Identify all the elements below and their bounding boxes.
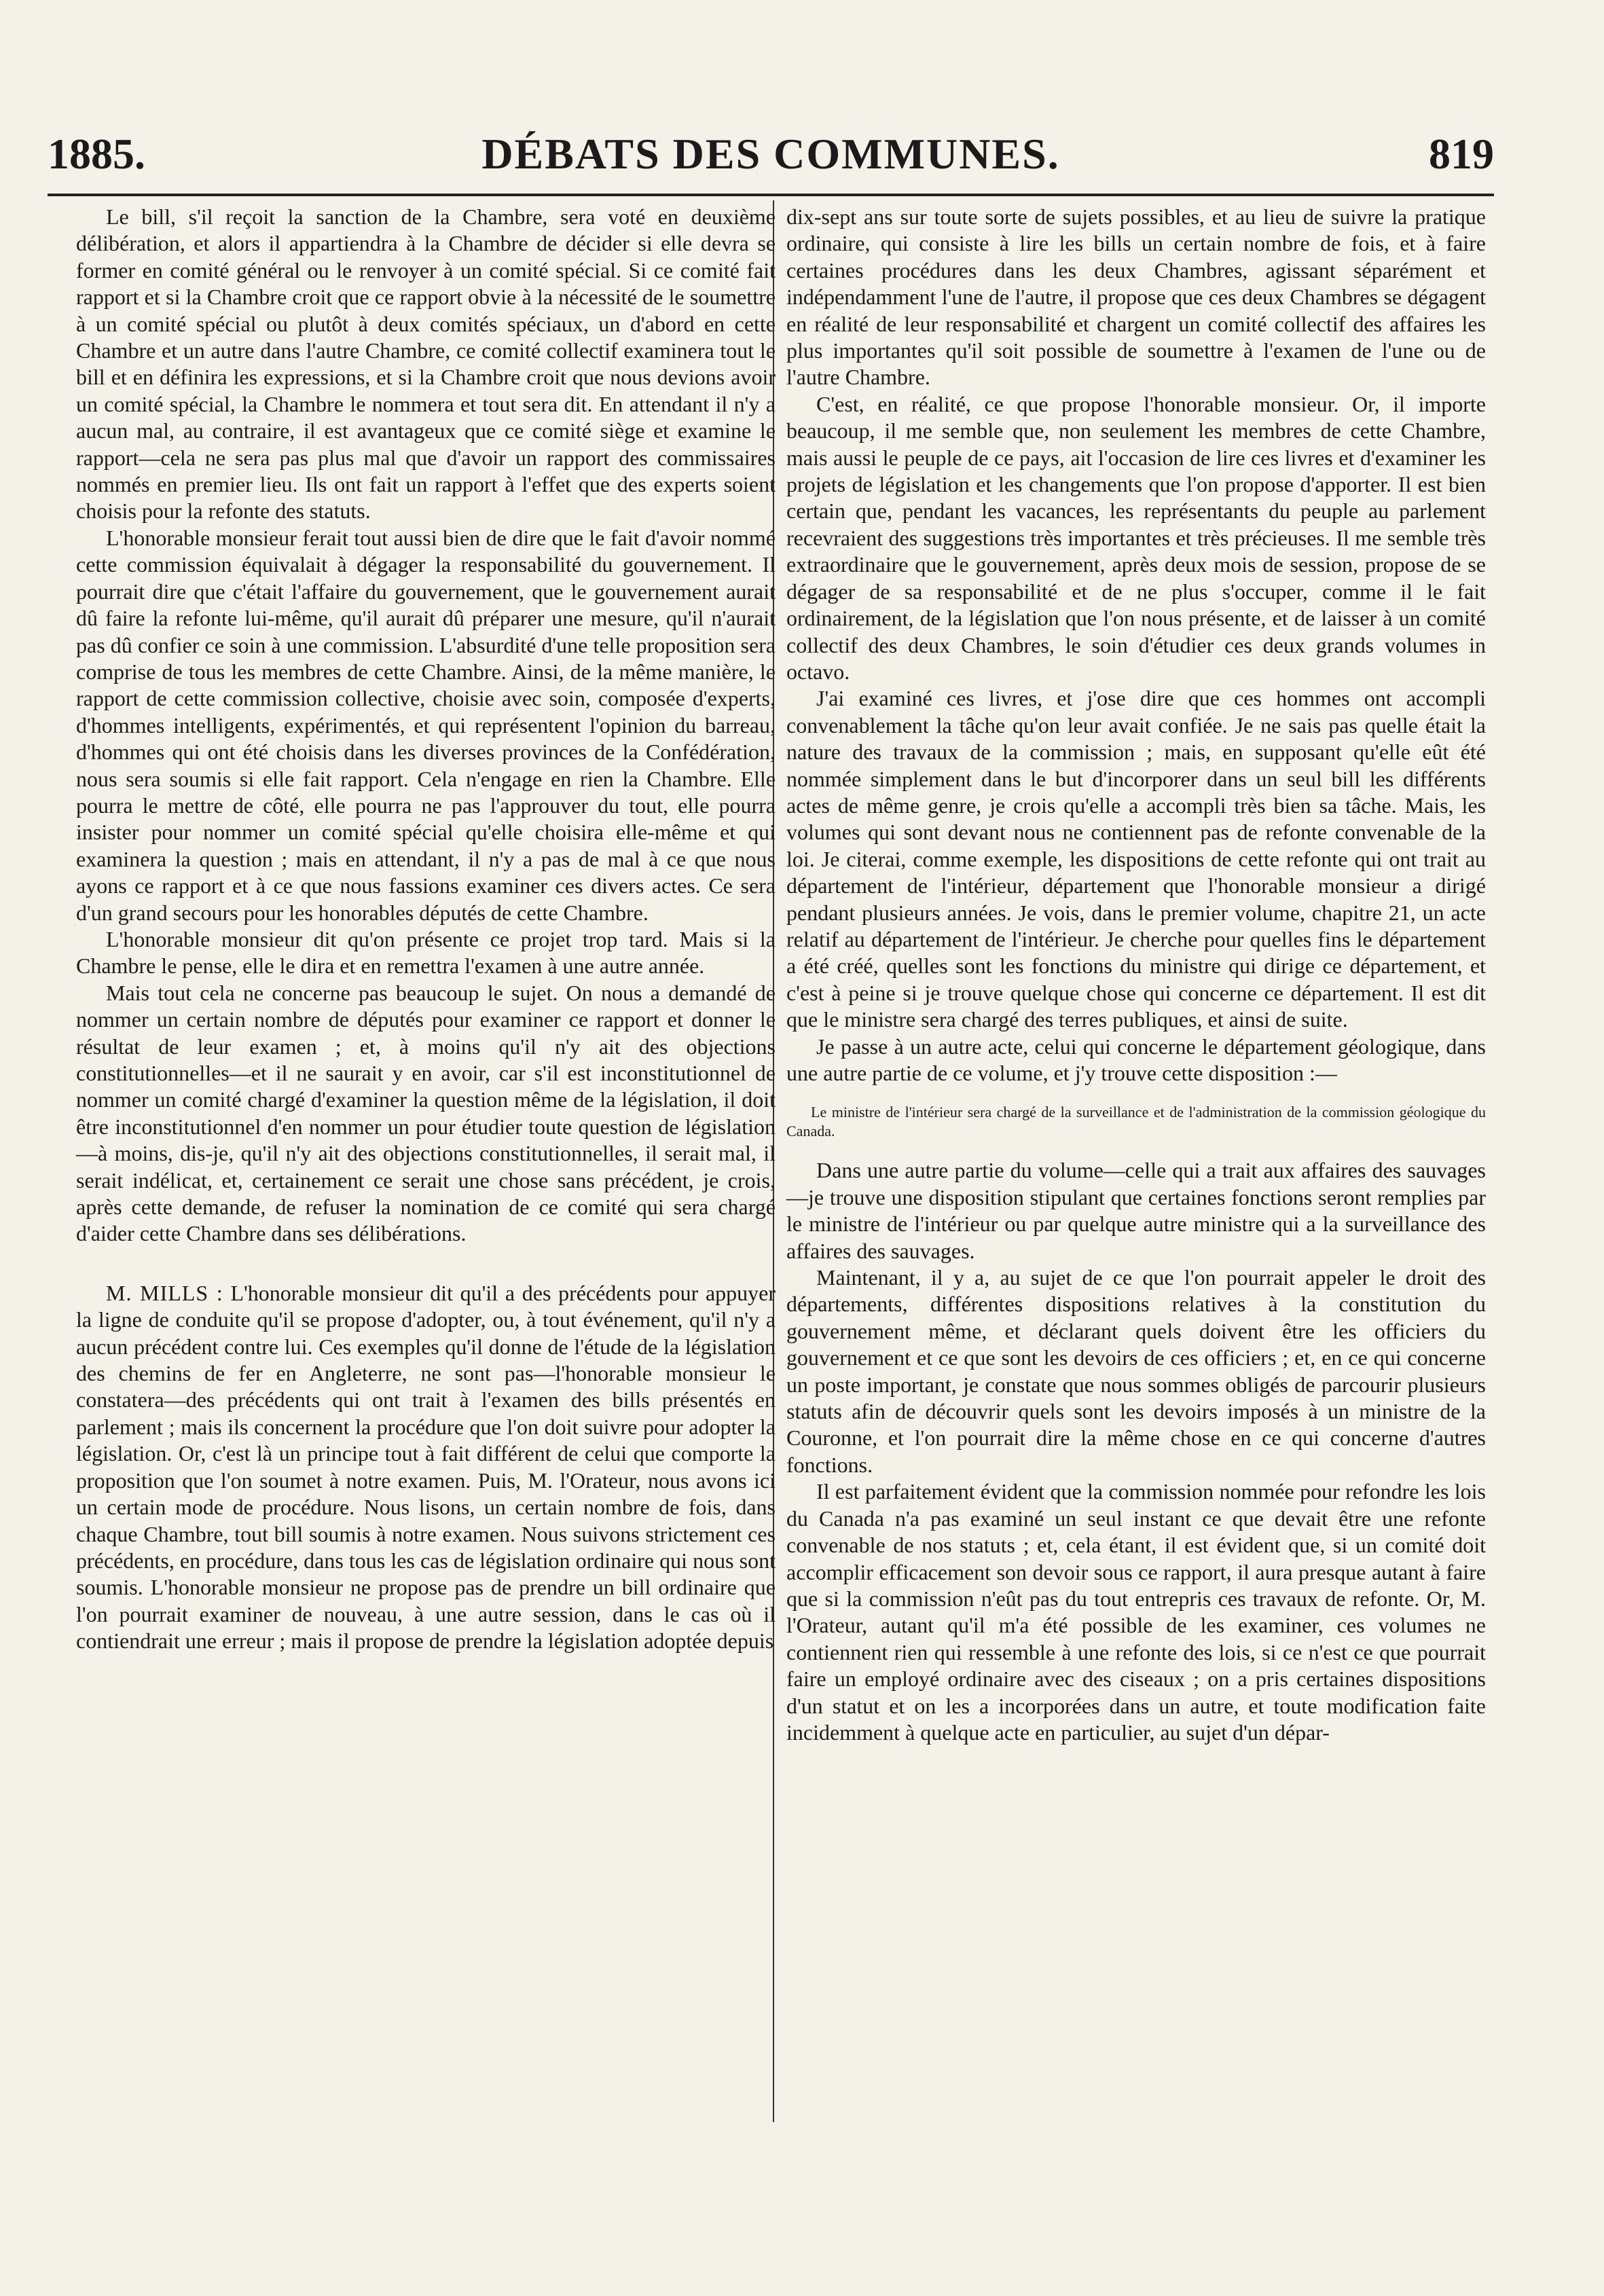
paragraph: L'honorable monsieur ferait tout aussi bien de dire que le fait d'avoir nommé cette commission équivalait à dégager la responsabilité du gouvernement. Il pourrait dire que c'était l'affaire du gouvernement, que le gouvernement aurait dû faire la refonte lui-même, qu'il aurait dû préparer une mesure, qu'il n'aurait pas dû confier ce soin à une commission. L'absurdité d'une telle proposition sera comprise de tous les membres de cette Chambre. Ainsi, de la même manière, le rapport de cette commission collective, choisie avec soin, composée d'experts, d'hommes intelligents, expérimentés, et qui représentent l'opinion du barreau, d'hommes qui ont été choisis dans les diverses provinces de la Confédération, nous sera soumis si elle fait rapport. Cela n'engage en rien la Chambre. Elle pourra le mettre de côté, elle pourra ne pas l'approuver du tout, elle pourra insister pour nommer un comité spécial qu'elle choisira elle-même et qui examinera la question ; mais en attendant, il n'y a pas de mal à ce que nous ayons ce rapport et à ce que nous fassions examiner ces divers actes. Ce sera d'un grand secours pour les honorables députés de cette Chambre. [76, 525, 776, 925]
paragraph: L'honorable monsieur dit qu'on présente ce projet trop tard. Mais si la Chambre le pense, elle le dira et en remettra l'examen à une autre année. [76, 926, 776, 979]
mills-paragraph [76, 1280, 776, 1655]
statute-quote: Le ministre de l'intérieur sera chargé de la surveillance et de l'administration de la commission géologique du Canada. [786, 1104, 1486, 1140]
paragraph: dix-sept ans sur toute sorte de sujets possibles, et au lieu de suivre la pratique ordinaire, qui consiste à lire les bills un certain nombre de fois, et à faire certaines procédures dans les deux Chambres, agissant séparément et indépendamment l'une de l'autre, il propose que ces deux Chambres se dégagent en réalité de leur responsabilité et chargent un comité collectif des affaires les plus importantes qu'il soit possible de soumettre à l'examen de l'une ou de l'autre Chambre. [786, 204, 1486, 390]
speaker-name: M. MILLS : [106, 1280, 223, 1305]
left-column [76, 204, 776, 1655]
header-rule [48, 194, 1494, 196]
paragraph: Le bill, s'il reçoit la sanction de la Chambre, sera voté en deuxième délibération, et alors il appartiendra à la Chambre de décider si elle devra se former en comité général ou le renvoyer à un comité spécial. Si ce comité fait rapport et si la Chambre croit que ce rapport obvie à la nécessité de le soumettre à un comité spécial ou plutôt à deux comités spéciaux, un d'abord en cette Chambre et un autre dans l'autre Chambre, ce comité collectif examinera tout le bill et en définira les expressions, et si la Chambre croit que nous devions avoir un comité spécial, la Chambre le nommera et tout sera dit. En attendant il n'y a aucun mal, au contraire, il est avantageux que ce comité siège et examine le rapport—cela ne sera pas plus mal que d'avoir un rapport des commissaires nommés en premier lieu. Ils ont fait un rapport à l'effet que des experts soient choisis pour la refonte des statuts. [76, 204, 776, 524]
header-title: DÉBATS DES COMMUNES. [481, 130, 1060, 178]
paragraph: Maintenant, il y a, au sujet de ce que l'on pourrait appeler le droit des départements, différentes dispositions relatives à la constitution du gouvernement même, et déclarant quels doivent être les officiers du gouvernement et ce que sont les devoirs de ces officiers ; et, en ce qui concerne un poste important, je constate que nous sommes obligés de parcourir plusieurs statuts afin de découvrir quels sont les devoirs imposés à un ministre de la Couronne, et l'on pourrait dire la même chose en ce qui concerne d'autres fonctions. [786, 1265, 1486, 1477]
header-page-number: 819 [1429, 130, 1494, 178]
right-column [786, 204, 1486, 1746]
mills-text: L'honorable monsieur dit qu'il a des précédents pour appuyer la ligne de conduite qu'il se propose d'adopter, ou, à tout événement, qu'il n'y a aucun précédent contre lui. Ces exemples qu'il donne de l'étude de la législation des chemins de fer en Angleterre, ne sont pas—l'honorable monsieur le constatera—des précédents qui ont trait à l'examen des bills présentés en parlement ; mais ils concernent la procédure que l'on doit suivre pour adopter la législation. Or, c'est là un principe tout à fait différent de celui que comporte la proposition que l'on soumet à notre examen. Puis, M. l'Orateur, nous avons ici un certain mode de procédure. Nous lisons, un certain nombre de fois, dans chaque Chambre, tout bill soumis à notre examen. Nous suivons strictement ces précédents, en procédure, dans tous les cas de législation ordinaire qui nous sont soumis. L'honorable monsieur ne propose pas de prendre un bill ordinaire que l'on pourrait examiner de nouveau, à une autre session, dans le cas où il contiendrait une erreur ; mais il propose de prendre la législation adoptée depuis [76, 1280, 776, 1654]
paragraph: Je passe à un autre acte, celui qui concerne le département géologique, dans une autre partie de ce volume, et j'y trouve cette disposition :— [786, 1034, 1486, 1085]
running-header [48, 129, 1494, 183]
paragraph: C'est, en réalité, ce que propose l'honorable monsieur. Or, il importe beaucoup, il me semble que, non seulement les membres de cette Chambre, mais aussi le peuple de ce pays, ait l'occasion de lire ces livres et d'examiner les projets de législation et les changements que l'on propose d'apporter. Il est bien certain que, pendant les vacances, les représentants du peuple au parlement recevraient des suggestions très importantes et très précieuses. Il me semble très extraordinaire que le gouvernement, après deux mois de session, propose de se dégager de sa responsabilité et de ne plus s'occuper, comme il le fait ordinairement, de la législation que l'on nous présente, et de laisser à un comité collectif des deux Chambres, le soin d'étudier ces deux grands volumes in octavo. [786, 391, 1486, 684]
paragraph: Mais tout cela ne concerne pas beaucoup le sujet. On nous a demandé de nommer un certain nombre de députés pour examiner ce rapport et donner le résultat de leur examen ; et, à moins qu'il n'y ait des objections constitutionnelles—et il ne saurait y en avoir, car s'il est inconstitutionnel de nommer un comité chargé d'examiner la question même de la législation, il doit être inconstitutionnel d'en nommer un pour étudier toute question de législation—à moins, dis-je, qu'il n'y ait des objections constitutionnelles, il serait mal, il serait indélicat, et, certainement ce serait une chose sans précédent, je crois, après cette demande, de refuser la nomination de ce comité qui sera chargé d'aider cette Chambre dans ses délibérations. [76, 980, 776, 1246]
paragraph: J'ai examiné ces livres, et j'ose dire que ces hommes ont accompli convenablement la tâche qu'on leur avait confiée. Je ne sais pas quelle était la nature des travaux de la commission ; mais, en supposant qu'elle eût été nommée simplement dans le but d'incorporer dans un seul bill les différents actes de même genre, je crois qu'elle a accompli très bien sa tâche. Mais, les volumes qui sont devant nous ne contiennent pas de refonte convenable de la loi. Je citerai, comme exemple, les dispositions de cette refonte qui ont trait au département de l'intérieur, département que l'honorable monsieur a dirigé pendant plusieurs années. Je vois, dans le premier volume, chapitre 21, un acte relatif au département de l'intérieur. Je cherche pour quelles fins le département a été créé, quelles sont les fonctions du ministre qui dirige ce département, et c'est à peine si je trouve quelque chose qui concerne ce département. Il est dit que le ministre sera chargé des terres publiques, et ainsi de suite. [786, 686, 1486, 1032]
paragraph: Il est parfaitement évident que la commission nommée pour refondre les lois du Canada n'a pas examiné un seul instant ce que devait être une refonte convenable de nos statuts ; et, cela étant, il est évident que, si un comité doit accomplir efficacement son devoir sous ce rapport, il aura presque autant à faire que si la commission n'eût pas du tout entrepris ces travaux de refonte. Or, M. l'Orateur, autant qu'il m'a été possible de les examiner, ces volumes ne contiennent rien qui ressemble à une refonte des lois, si ce n'est ce que pourrait faire un employé ordinaire avec des ciseaux ; on a pris certaines dispositions d'un statut et on les a incorporées dans un autre, et toute modification faite incidemment à quelque acte en particulier, au sujet d'un dépar- [786, 1479, 1486, 1745]
header-year: 1885. [48, 130, 145, 178]
paragraph: Dans une autre partie du volume—celle qui a trait aux affaires des sauvages—je trouve une disposition stipulant que certaines fonctions seront remplies par le ministre de l'intérieur ou par quelque autre ministre qui a la surveillance des affaires des sauvages. [786, 1158, 1486, 1263]
